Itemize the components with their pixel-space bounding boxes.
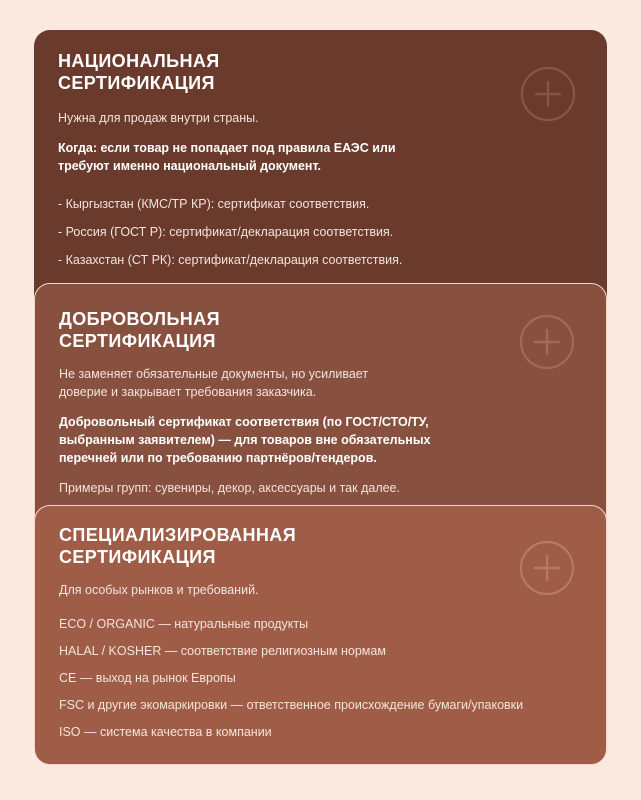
- plus-circle-icon[interactable]: [519, 540, 575, 596]
- plus-circle-icon[interactable]: [519, 314, 575, 370]
- plus-circle-icon[interactable]: [520, 66, 576, 122]
- card-outro: Примеры групп: сувениры, декор, аксессуары и так далее.: [59, 481, 400, 495]
- list-item: - Казахстан (СТ РК): сертификат/декларация соответствия.: [58, 253, 403, 267]
- card-list: [58, 195, 581, 269]
- card-specialized-certification: [34, 505, 607, 765]
- list-item: - Кыргызстан (КМС/ТР КР): сертификат соответствия.: [58, 197, 370, 211]
- list-item: ECO / ORGANIC — натуральные продукты: [59, 617, 309, 631]
- card-bold-text: Добровольный сертификат соответствия (по ГОСТ/СТО/ТУ, выбранным заявителем) — для товаров вне обязательных перечней или по требованию партнёров/тендеров.: [59, 415, 431, 465]
- card-intro: Для особых рынков и требований.: [59, 583, 259, 597]
- list-item: - Россия (ГОСТ Р): сертификат/декларация соответствия.: [58, 225, 394, 239]
- card-title: ДОБРОВОЛЬНАЯ СЕРТИФИКАЦИЯ: [59, 309, 220, 351]
- card-bold-text: Когда: если товар не попадает под правила ЕАЭС или требуют именно национальный документ.: [58, 141, 396, 173]
- list-item: HALAL / KOSHER — соответствие религиозным нормам: [59, 644, 386, 658]
- card-intro: Нужна для продаж внутри страны.: [58, 111, 259, 125]
- list-item: CE — выход на рынок Европы: [59, 671, 236, 685]
- card-title: НАЦИОНАЛЬНАЯ СЕРТИФИКАЦИЯ: [58, 51, 220, 93]
- card-intro: Не заменяет обязательные документы, но усиливает доверие и закрывает требования заказчика.: [59, 367, 369, 399]
- card-list: [59, 615, 580, 741]
- card-national-certification: [34, 30, 607, 320]
- list-item: FSC и другие экомаркировки — ответственное происхождение бумаги/упаковки: [59, 698, 524, 712]
- card-title: СПЕЦИАЛИЗИРОВАННАЯ СЕРТИФИКАЦИЯ: [59, 525, 297, 567]
- list-item: ISO — система качества в компании: [59, 725, 272, 739]
